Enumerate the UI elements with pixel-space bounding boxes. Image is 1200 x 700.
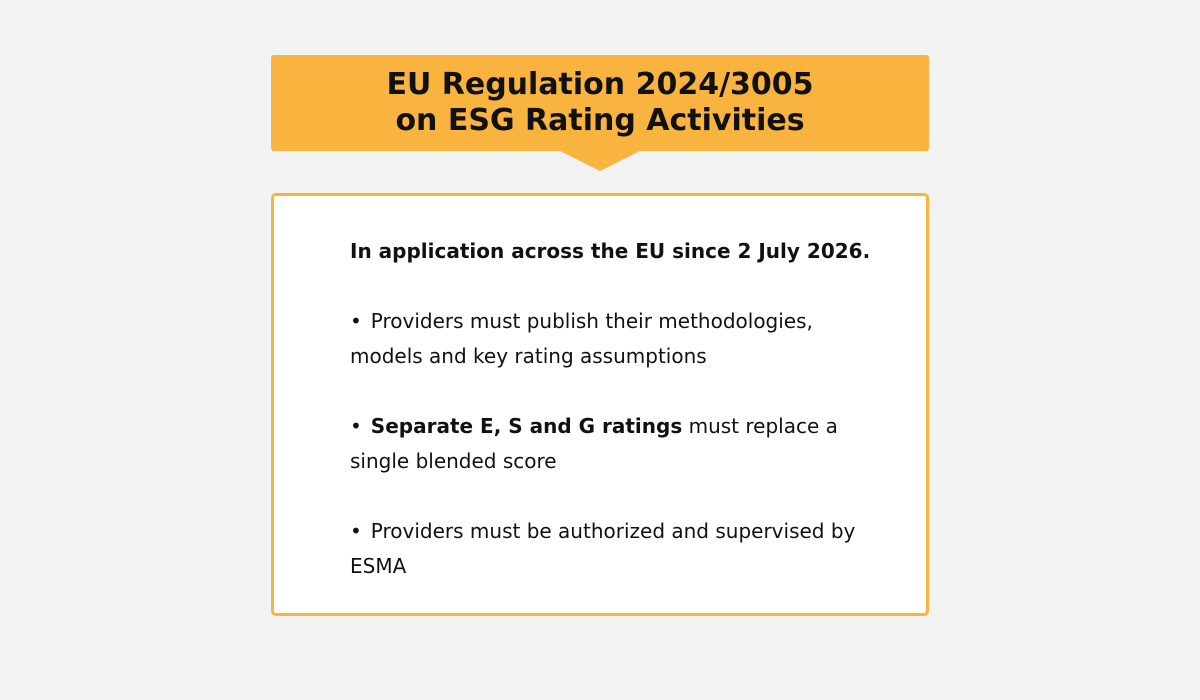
bullet-icon: • — [350, 519, 362, 543]
content-card — [271, 193, 929, 616]
bullet-icon: • — [350, 309, 362, 333]
bullet-icon: • — [350, 414, 362, 438]
title-banner — [271, 55, 929, 151]
title-line-2: on ESG Rating Activities — [395, 103, 805, 138]
bullet-text: Providers must be authorized and supervised by ESMA — [350, 519, 856, 578]
intro-text: In application across the EU since 2 July 2026. — [350, 239, 871, 263]
banner-pointer — [558, 150, 642, 171]
bullet-text: Providers must publish their methodologies, models and key rating assumptions — [350, 309, 813, 368]
bullet-item — [350, 514, 870, 584]
title-line-1: EU Regulation 2024/3005 — [386, 67, 814, 102]
card-text — [350, 234, 870, 584]
bullet-item — [350, 409, 870, 479]
bullet-text: must replace a single blended score — [350, 414, 838, 473]
bullet-bold-text: Separate E, S and G ratings — [370, 414, 683, 438]
bullet-item — [350, 304, 870, 374]
